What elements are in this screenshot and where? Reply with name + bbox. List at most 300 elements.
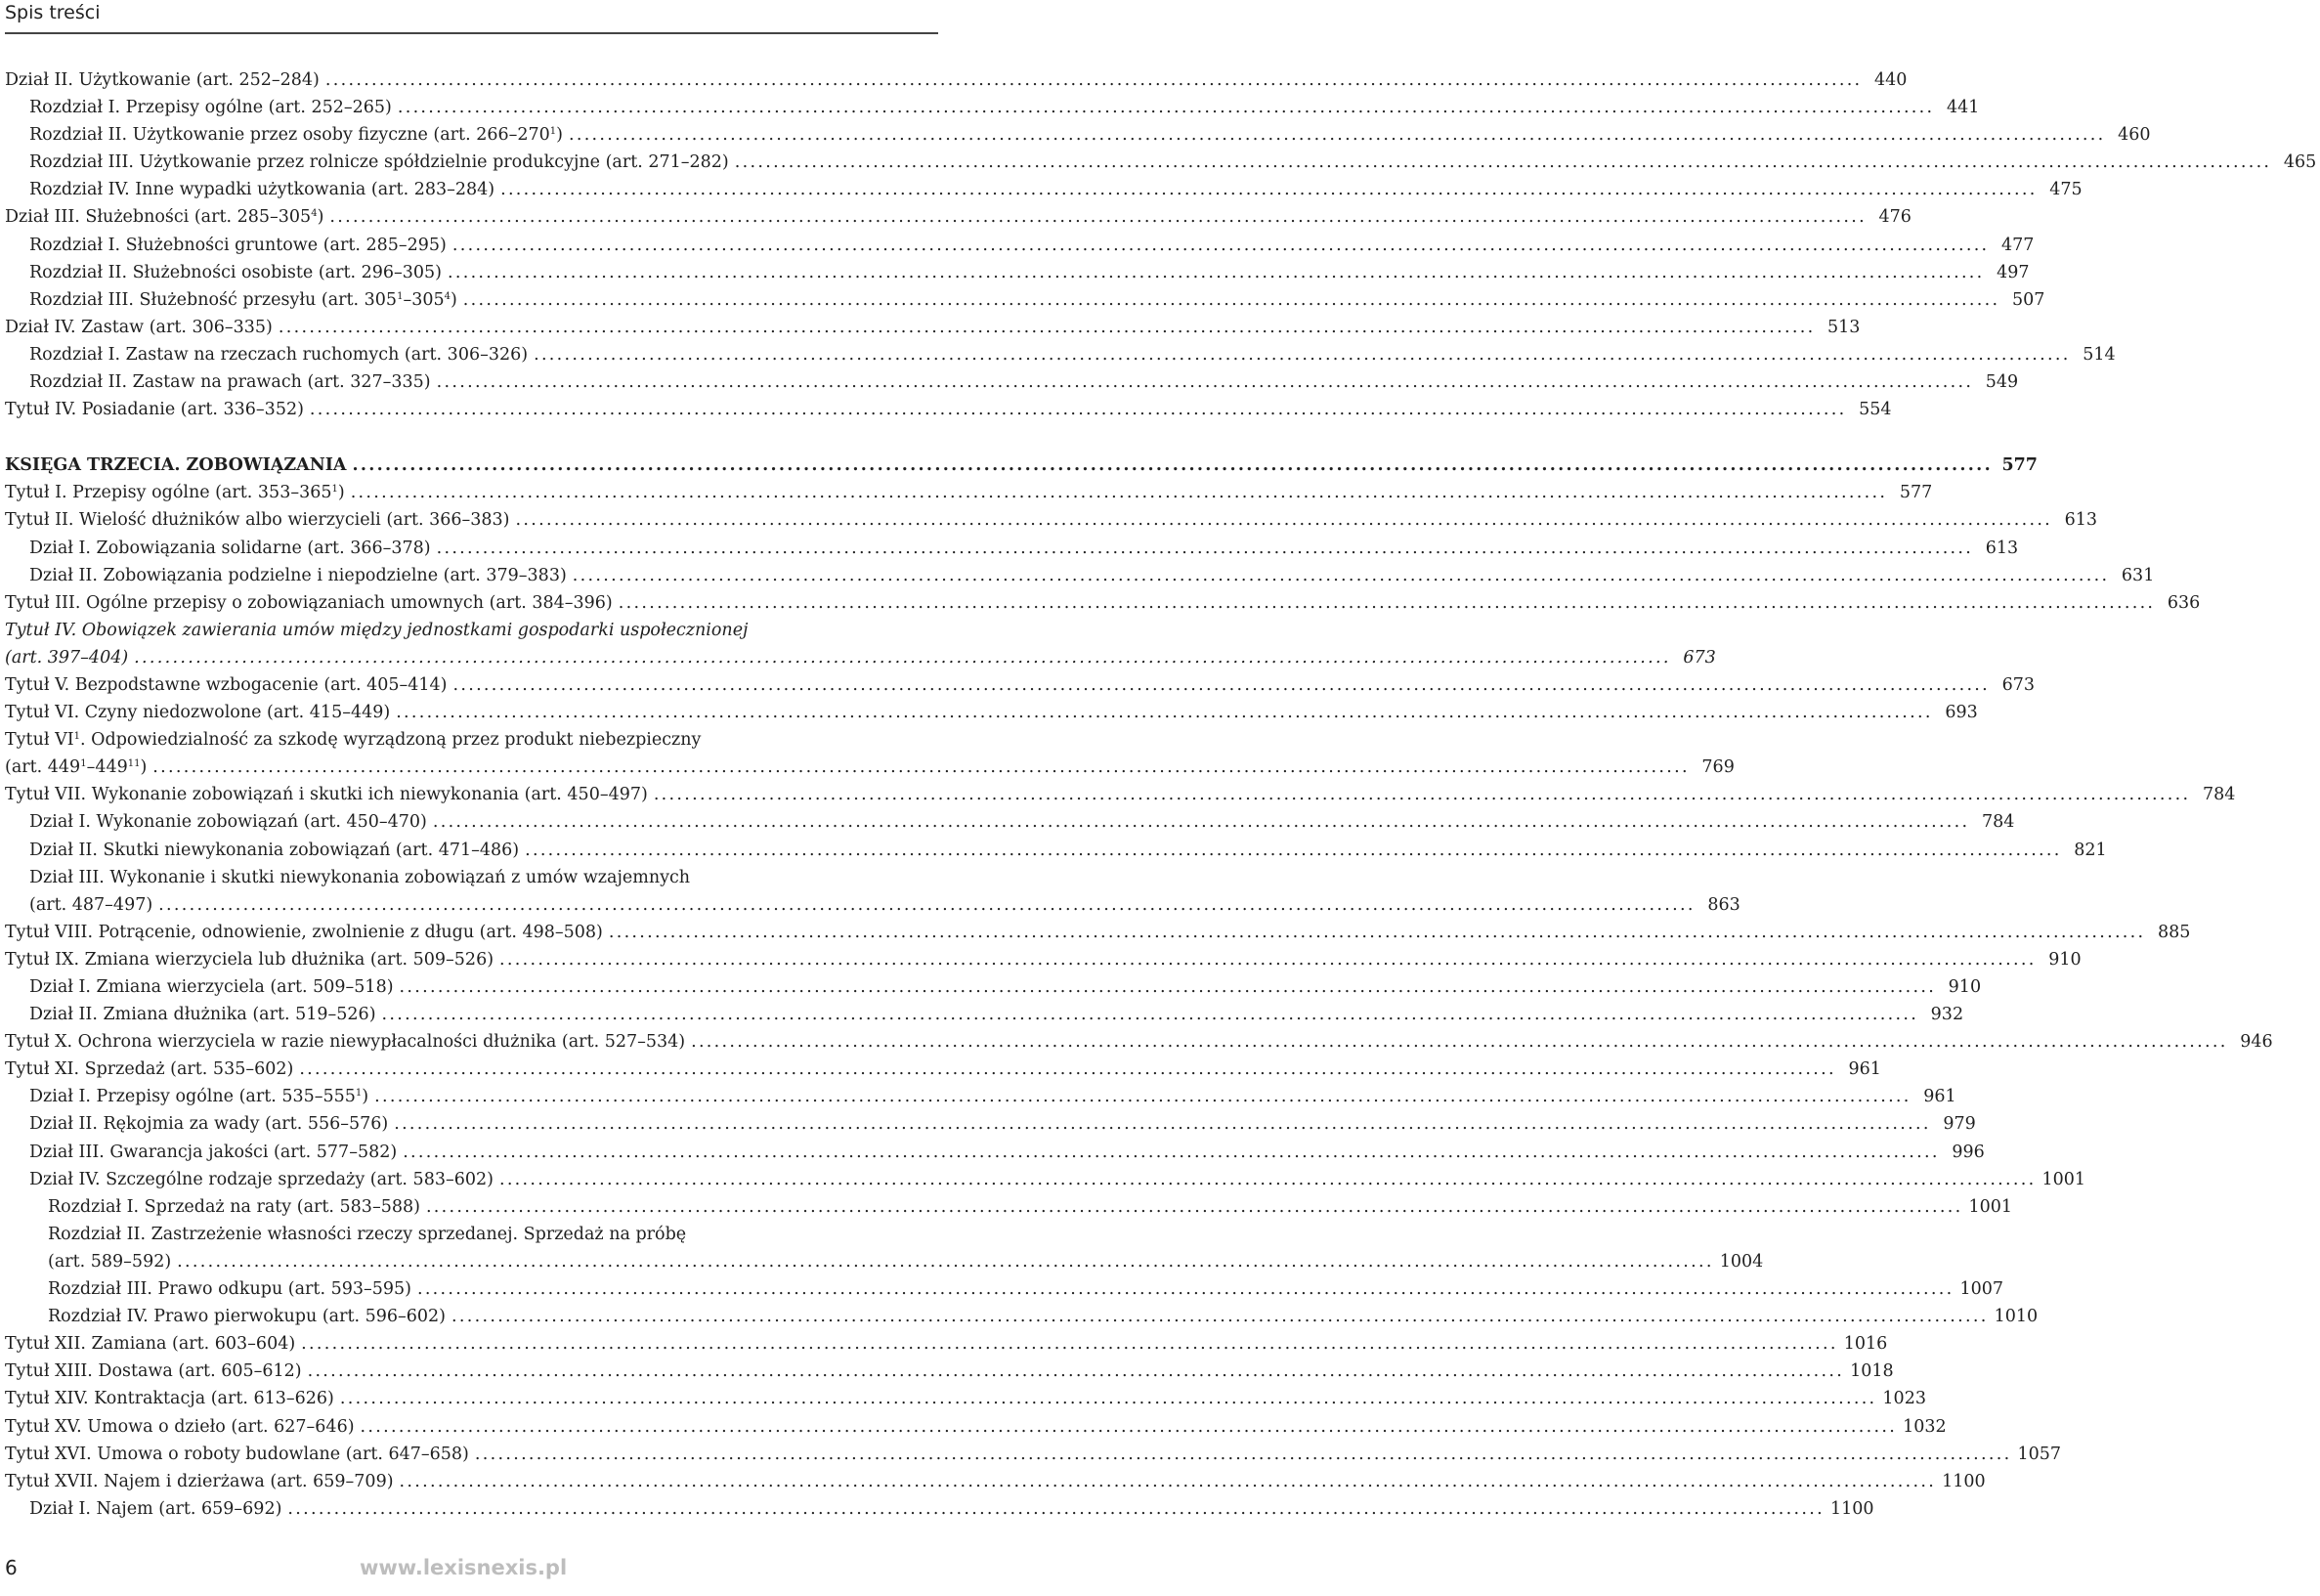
toc-entry [0,1166,2086,1193]
entry-row [48,1303,2039,1330]
dot-leader: ........................................................................................................................................................................................................ [360,1416,1898,1437]
entry-row [29,1001,1964,1028]
dot-leader: ........................................................................................................................................................................................................ [278,317,1816,337]
entry-text: Rozdział I. Przepisy ogólne (art. 252–265) [29,98,392,118]
entry-text: ) [556,125,563,146]
entry-label [29,562,567,589]
toc-entry [0,1139,1985,1166]
entry-row [5,1468,1986,1495]
dot-leader: ........................................................................................................................................................................................................ [381,1005,1919,1025]
entry-page-number: 477 [2001,235,2035,255]
entry-row [5,506,2098,534]
table-of-contents [0,66,2317,1523]
entry-label [5,203,323,231]
entry-superscript: 1 [80,758,87,770]
dot-leader: ........................................................................................................................................................................................................ [608,922,2146,942]
dot-leader: ........................................................................................................................................................................................................ [403,1142,1940,1162]
entry-superscript: 1 [331,484,338,496]
entry-text: Tytuł VI. Czyny niedozwolone (art. 415–449) [5,703,391,723]
toc-entry [0,1056,1881,1083]
entry-text: Dział II. Zobowiązania podzielne i niepodzielne (art. 379–383) [29,565,567,585]
entry-page-number: 441 [1946,98,1980,118]
entry-label [5,1441,469,1468]
entry-label [29,121,563,149]
toc-entry [0,1001,1964,1028]
entry-text: Tytuł XV. Umowa o dzieło (art. 627–646) [5,1416,355,1437]
dot-leader: ........................................................................................................................................................................................................ [374,1087,1912,1107]
entry-superscript: 4 [311,208,318,220]
toc-entry [0,149,2317,176]
entry-text: ) [140,757,148,778]
dot-leader: ........................................................................................................................................................................................................ [653,785,2191,805]
entry-text: Tytuł VIII. Potrącenie, odnowienie, zwolnienie z długu (art. 498–508) [5,922,603,942]
toc-entry [0,1221,1764,1275]
entry-row [29,808,2015,836]
dot-leader: ........................................................................................................................................................................................................ [462,289,2000,310]
toc-entry [0,808,2015,836]
entry-text: Tytuł XI. Sprzedaż (art. 535–602) [5,1059,294,1080]
dot-leader: ........................................................................................................................................................................................................ [399,977,1937,997]
dot-leader: ........................................................................................................................................................................................................ [307,1361,1845,1382]
entry-text: Tytuł V. Bezpodstawne wzbogacenie (art. 405–414) [5,674,448,695]
entry-text: Dział I. Przepisy ogólne (art. 535–555 [29,1087,356,1107]
entry-row [5,781,2236,808]
dot-leader: ........................................................................................................................................................................................................ [309,400,1847,420]
toc-entry [0,506,2098,534]
entry-page-number: 1001 [1968,1196,2013,1217]
entry-page-number: 910 [2048,949,2082,970]
dot-leader: ........................................................................................................................................................................................................ [572,565,2110,585]
entry-text: Rozdział I. Sprzedaż na raty (art. 583–588) [48,1196,420,1217]
toc-entry [0,781,2236,808]
running-head-title: Spis treści [5,2,101,23]
entry-label [29,808,427,836]
entry-page-number: 1100 [1942,1471,1986,1491]
toc-entry [0,479,1933,506]
entry-text: Tytuł XIII. Dostawa (art. 605–612) [5,1361,302,1382]
entry-row [29,121,2151,149]
entry-label [29,1166,494,1193]
toc-entry [0,1385,1926,1412]
entry-page-number: 784 [2202,785,2236,805]
dot-leader: ........................................................................................................................................................................................................ [425,1196,1963,1217]
entry-page-number: 961 [1923,1087,1956,1107]
entry-text: Dział II. Skutki niewykonania zobowiązań (art. 471–486) [29,840,520,860]
entry-page-number: 549 [1985,372,2019,393]
entry-row [29,94,1980,121]
entry-label [5,314,273,341]
dot-leader: ........................................................................................................................................................................................................ [451,1307,1989,1327]
entry-text: –305 [403,289,445,310]
dot-leader: ........................................................................................................................................................................................................ [397,98,1935,118]
entry-row [5,1330,1888,1358]
dot-leader: ........................................................................................................................................................................................................ [691,1032,2228,1053]
entry-superscript: 1 [397,290,404,302]
dot-leader: ........................................................................................................................................................................................................ [498,1169,2037,1189]
entry-row [29,368,2019,396]
toc-entry [0,1495,1874,1523]
page-footer [0,1550,938,1589]
entry-label [29,1139,397,1166]
entry-page-number: 961 [1848,1059,1881,1080]
dot-leader: ........................................................................................................................................................................................................ [436,372,1974,393]
entry-text: KSIĘGA TRZECIA. ZOBOWIĄZANIA [5,455,347,476]
entry-text: Tytuł II. Wielość dłużników albo wierzycieli (art. 366–383) [5,510,510,531]
entry-text: Tytuł XVII. Najem i dzierżawa (art. 659–709) [5,1471,394,1491]
entry-label [5,1468,394,1495]
entry-label [5,396,304,423]
entry-label [5,1385,334,1412]
entry-label [29,1110,388,1138]
dot-leader: ........................................................................................................................................................................................................ [339,1389,1877,1409]
dot-leader: ........................................................................................................................................................................................................ [352,455,1993,476]
entry-row [29,562,2155,589]
entry-text: ) [450,289,457,310]
toc-entry [0,1303,2039,1330]
entry-row [48,1193,2013,1221]
dot-leader: ........................................................................................................................................................................................................ [451,235,1990,255]
toc-entry [0,589,2201,617]
entry-row [29,1166,2086,1193]
entry-text: Rozdział I. Służebności gruntowe (art. 285–295) [29,235,447,255]
entry-row [5,1441,2061,1468]
dot-leader: ........................................................................................................................................................................................................ [416,1279,1955,1300]
dot-leader: ........................................................................................................................................................................................................ [432,812,1970,833]
entry-text: Rozdział III. Użytkowanie przez rolnicze spółdzielnie produkcyjne (art. 271–282) [29,152,729,173]
entry-row [5,1056,1881,1083]
entry-superscript: 11 [127,758,141,770]
entry-row [29,341,2116,368]
entry-row [5,1413,1947,1441]
entry-page-number: 631 [2121,565,2155,585]
entry-label [29,94,392,121]
toc-entry [0,286,2045,314]
entry-row [29,1139,1985,1166]
entry-text: Dział II. Rękojmia za wady (art. 556–576) [29,1114,389,1135]
toc-entry [0,562,2155,589]
page-header [0,0,938,35]
dot-leader: ........................................................................................................................................................................................................ [474,1444,2012,1464]
entry-text: Tytuł XVI. Umowa o roboty budowlane (art. 647–658) [5,1444,469,1464]
entry-page-number: 514 [2083,344,2116,365]
publisher-url: www.lexisnexis.pl [360,1556,568,1579]
entry-superscript: 1 [73,731,81,743]
entry-label [29,368,431,396]
toc-entry [0,1441,2061,1468]
entry-superscript: 4 [444,290,451,302]
entry-label [5,644,128,671]
dot-leader: ........................................................................................................................................................................................................ [350,483,1888,503]
entry-text: Rozdział III. Prawo odkupu (art. 593–595) [48,1279,411,1300]
entry-row [29,837,2107,864]
entry-text: Dział IV. Szczególne rodzaje sprzedaży (art. 583–602) [29,1169,494,1189]
entry-row [29,259,2030,286]
dot-leader: ........................................................................................................................................................................................................ [152,757,1690,778]
toc-entry [0,671,2036,699]
entry-label [5,1413,355,1441]
entry-label [5,671,447,699]
entry-row [48,1248,1764,1275]
entry-page-number: 1100 [1829,1498,1874,1519]
toc-entry [0,1468,1986,1495]
entry-text: Tytuł III. Ogólne przepisy o zobowiązaniach umownych (art. 384–396) [5,592,613,613]
toc-entry [0,1358,1894,1385]
entry-page-number: 440 [1874,70,1908,90]
toc-entry [0,232,2035,259]
header-rule [5,32,938,34]
entry-page-number: 1001 [2041,1169,2086,1189]
entry-page-number: 1032 [1903,1416,1947,1437]
entry-text: Dział I. Najem (art. 659–692) [29,1498,282,1519]
section-gap [0,423,938,452]
entry-page-number: 769 [1701,757,1735,778]
entry-row [5,946,2082,973]
dot-leader: ........................................................................................................................................................................................................ [499,949,2037,970]
entry-page-number: 613 [2064,510,2098,531]
dot-leader: ........................................................................................................................................................................................................ [447,262,1985,282]
entry-label [48,1193,420,1221]
dot-leader: ........................................................................................................................................................................................................ [287,1498,1825,1519]
entry-row [5,66,1908,94]
entry-label [29,341,528,368]
entry-label [29,891,152,919]
toc-entry [0,203,1912,231]
entry-row [29,535,2019,562]
entry-text: Tytuł XIV. Kontraktacja (art. 613–626) [5,1389,334,1409]
entry-text: Rozdział III. Służebność przesyłu (art. 305 [29,289,398,310]
entry-label [5,1056,293,1083]
entry-label [5,1330,295,1358]
entry-row [29,1495,1874,1523]
entry-page-number: 475 [2049,180,2083,200]
entry-text: –449 [86,757,128,778]
entry-label [5,452,346,479]
dot-leader: ........................................................................................................................................................................................................ [618,592,2156,613]
entry-page-number: 946 [2240,1032,2273,1053]
dot-leader: ........................................................................................................................................................................................................ [399,1471,1937,1491]
entry-page-number: 863 [1707,894,1740,915]
entry-text: Tytuł I. Przepisy ogólne (art. 353–365 [5,483,332,503]
entry-label [5,1358,302,1385]
entry-row [5,203,1912,231]
entry-label [29,1083,368,1110]
entry-page-number: 636 [2167,592,2201,613]
entry-page-number: 1057 [2017,1444,2061,1464]
toc-entry [0,452,2038,479]
entry-row [29,149,2317,176]
entry-page-number: 554 [1859,400,1892,420]
entry-row [29,891,1740,919]
entry-text: Tytuł VI [5,730,74,751]
entry-row [29,232,2035,259]
dot-leader: ........................................................................................................................................................................................................ [394,1114,1931,1135]
page-number: 6 [5,1556,18,1579]
toc-entry [0,1413,1947,1441]
toc-entry [0,259,2030,286]
entry-text: Dział III. Służebności (art. 285–305 [5,207,312,228]
dot-leader: ........................................................................................................................................................................................................ [500,180,2038,200]
entry-page-number: 465 [2283,152,2317,173]
entry-text: ) [362,1087,369,1107]
entry-label [5,754,147,781]
toc-entry [0,1193,2013,1221]
entry-page-number: 932 [1930,1005,1964,1025]
entry-text: ) [317,207,324,228]
entry-page-number: 613 [1985,538,2019,558]
entry-text: Rozdział IV. Prawo pierwokupu (art. 596–602) [48,1307,447,1327]
entry-page-number: 885 [2157,922,2191,942]
entry-label [29,1001,376,1028]
dot-leader: ........................................................................................................................................................................................................ [525,840,2062,860]
entry-text: Dział I. Wykonanie zobowiązań (art. 450–470) [29,812,427,833]
entry-text: Dział I. Zmiana wierzyciela (art. 509–518) [29,977,394,997]
dot-leader: ........................................................................................................................................................................................................ [329,207,1867,228]
entry-label [5,506,510,534]
toc-entry [0,341,2116,368]
entry-page-number: 507 [2011,289,2045,310]
entry-page-number: 979 [1943,1114,1976,1135]
entry-text: Tytuł VII. Wykonanie zobowiązań i skutki ich niewykonania (art. 450–497) [5,785,648,805]
entry-label [29,535,431,562]
entry-text: Rozdział II. Służebności osobiste (art. 296–305) [29,262,442,282]
entry-row [5,1358,1894,1385]
dot-leader: ........................................................................................................................................................................................................ [734,152,2272,173]
entry-row [5,919,2191,946]
entry-text: (art. 397–404) [5,647,129,668]
entry-label [5,919,603,946]
toc-entry [0,699,1978,726]
entry-label [29,176,494,203]
entry-text: Dział II. Użytkowanie (art. 252–284) [5,70,320,90]
dot-leader: ........................................................................................................................................................................................................ [177,1251,1714,1272]
entry-text: (art. 589–592) [48,1251,172,1272]
toc-entry [0,973,1982,1001]
entry-page-number: 1018 [1850,1361,1894,1382]
entry-page-number: 476 [1878,207,1912,228]
entry-row [48,1275,2004,1303]
toc-entry [0,919,2191,946]
entry-row [5,644,1716,671]
entry-label [5,1028,685,1056]
entry-row [29,286,2045,314]
dot-leader: ........................................................................................................................................................................................................ [396,703,1933,723]
entry-row [29,973,1982,1001]
entry-text: Tytuł X. Ochrona wierzyciela w razie niewypłacalności dłużnika (art. 527–534) [5,1032,686,1053]
entry-label [29,232,447,259]
entry-page-number: 784 [1981,812,2015,833]
entry-page-number: 673 [1683,647,1716,668]
entry-row [5,1385,1926,1412]
entry-page-number: 577 [1899,483,1933,503]
entry-row [5,754,1735,781]
toc-entry [0,1275,2004,1303]
entry-text: Rozdział I. Zastaw na rzeczach ruchomych (art. 306–326) [29,344,529,365]
toc-entry [0,121,2151,149]
entry-text: (art. 487–497) [29,894,153,915]
entry-text: Dział II. Zmiana dłużnika (art. 519–526) [29,1005,376,1025]
toc-entry [0,176,2083,203]
dot-leader: ........................................................................................................................................................................................................ [301,1334,1838,1355]
toc-entry [0,94,1980,121]
entry-page-number: 1010 [1994,1307,2039,1327]
entry-text: Tytuł IX. Zmiana wierzyciela lub dłużnika (art. 509–526) [5,949,494,970]
entry-page-number: 460 [2118,125,2151,146]
entry-row [5,452,2038,479]
entry-page-number: 1007 [1959,1279,2004,1300]
dot-leader: ........................................................................................................................................................................................................ [158,894,1696,915]
dot-leader: ........................................................................................................................................................................................................ [534,344,2071,365]
toc-entry [0,726,1735,781]
entry-label [5,946,494,973]
entry-page-number: 1023 [1882,1389,1926,1409]
toc-entry [0,864,1740,919]
entry-page-number: 673 [2001,674,2036,695]
entry-label [29,973,394,1001]
entry-label [29,1495,281,1523]
entry-label [5,479,345,506]
dot-leader: ........................................................................................................................................................................................................ [568,125,2106,146]
entry-row [29,1083,1956,1110]
toc-entry [0,396,1892,423]
entry-superscript: 1 [549,126,557,138]
entry-page-number: 1016 [1843,1334,1888,1355]
entry-page-number: 497 [1997,262,2030,282]
dot-leader: ........................................................................................................................................................................................................ [299,1059,1836,1080]
entry-label [5,699,390,726]
entry-text: Dział IV. Zastaw (art. 306–335) [5,317,273,337]
toc-entry [0,66,1908,94]
dot-leader: ........................................................................................................................................................................................................ [452,674,1991,695]
entry-text: ) [337,483,345,503]
entry-title-line: Rozdział II. Zastrzeżenie własności rzeczy sprzedanej. Sprzedaż na próbę [48,1224,687,1244]
toc-entry [0,1110,1976,1138]
dot-leader: ........................................................................................................................................................................................................ [134,647,1671,668]
entry-row [5,1028,2273,1056]
entry-page-number: 821 [2074,840,2107,860]
entry-label [29,286,457,314]
entry-text: Rozdział IV. Inne wypadki użytkowania (art. 283–284) [29,180,495,200]
entry-superscript: 1 [355,1088,363,1100]
entry-label [5,66,320,94]
entry-label [48,1275,411,1303]
entry-text: Tytuł XII. Zamiana (art. 603–604) [5,1334,296,1355]
entry-page-number: 577 [2001,455,2038,476]
entry-label [29,149,729,176]
entry-page-number: 693 [1945,703,1978,723]
entry-page-number: 910 [1948,977,1982,997]
dot-leader: ........................................................................................................................................................................................................ [515,510,2053,531]
toc-entry [0,617,1716,671]
entry-row [5,314,1861,341]
entry-label [48,1248,171,1275]
dot-leader: ........................................................................................................................................................................................................ [436,538,1974,558]
entry-row [29,1110,1976,1138]
entry-label [5,589,613,617]
entry-text: Dział III. Gwarancja jakości (art. 577–582) [29,1142,398,1162]
entry-row [5,479,1933,506]
toc-entry [0,946,2082,973]
toc-entry [0,368,2019,396]
entry-text: Rozdział II. Zastaw na prawach (art. 327–335) [29,372,431,393]
entry-page-number: 996 [1952,1142,1985,1162]
toc-entry [0,837,2107,864]
toc-entry [0,535,2019,562]
toc-entry [0,1330,1888,1358]
entry-label [5,781,648,808]
entry-text: Rozdział II. Użytkowanie przez osoby fizyczne (art. 266–270 [29,125,550,146]
entry-title-line: Tytuł IV. Obowiązek zawierania umów między jednostkami gospodarki uspołecznionej [5,620,749,640]
entry-title-line [5,726,938,754]
